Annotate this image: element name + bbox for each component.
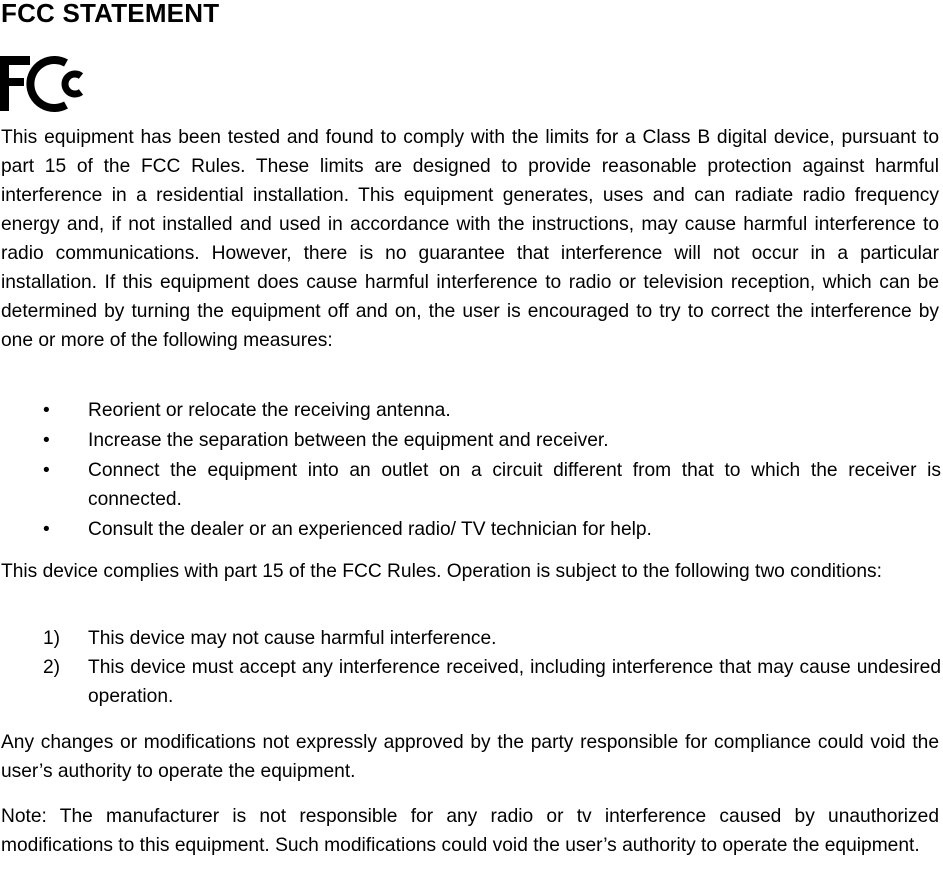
bullet-marker: •	[43, 400, 50, 421]
list-item-text: Consult the dealer or an experienced radio/ TV technician for help.	[88, 519, 652, 540]
bullet-marker: •	[43, 519, 50, 540]
list-item-text: Connect the equipment into an outlet on a circuit different from that to which the receiver is connected.	[88, 460, 941, 510]
list-item	[0, 396, 943, 425]
list-item-text: This device may not cause harmful interference.	[88, 628, 497, 649]
number-marker: 1)	[43, 628, 61, 649]
list-item-text: Reorient or relocate the receiving antenna.	[88, 400, 451, 421]
list-item	[0, 653, 943, 711]
modifications-paragraph: Any changes or modifications not expressly approved by the party responsible for compliance could void the user’s authority to operate the equipment.	[1, 732, 939, 782]
list-item	[0, 515, 943, 544]
fcc-logo-icon	[0, 54, 86, 112]
intro-paragraph: This equipment has been tested and found to comply with the limits for a Class B digital device, pursuant to part 15 of the FCC Rules. These limits are designed to provide reasonable protection against harmful interference in a residential installation. This equipment generates, uses and can radiate radio frequency energy and, if not installed and used in accordance with the instructions, may cause harmful interference to radio communications. However, there is no guarantee that interference will not occur in a particular installation. If this equipment does cause harmful interference to radio or television reception, which can be determined by turning the equipment off and on, the user is encouraged to try to correct the interference by one or more of the following measures:	[1, 127, 939, 351]
conditions-paragraph: This device complies with part 15 of the FCC Rules. Operation is subject to the following two conditions:	[1, 561, 882, 582]
note-paragraph: Note: The manufacturer is not responsible for any radio or tv interference caused by unauthorized modifications to this equipment. Such modifications could void the user’s authority to operate the equipment.	[1, 806, 939, 856]
conditions-list	[0, 624, 943, 711]
list-item	[0, 456, 943, 514]
bullet-marker: •	[43, 430, 50, 451]
list-item	[0, 624, 943, 653]
list-item-text: Increase the separation between the equipment and receiver.	[88, 430, 609, 451]
list-item-text: This device must accept any interference received, including interference that may cause undesired operation.	[88, 657, 941, 707]
page-title: FCC STATEMENT	[1, 0, 220, 28]
list-item	[0, 426, 943, 455]
bullet-marker: •	[43, 460, 50, 481]
number-marker: 2)	[43, 657, 61, 678]
measures-list	[0, 396, 943, 544]
